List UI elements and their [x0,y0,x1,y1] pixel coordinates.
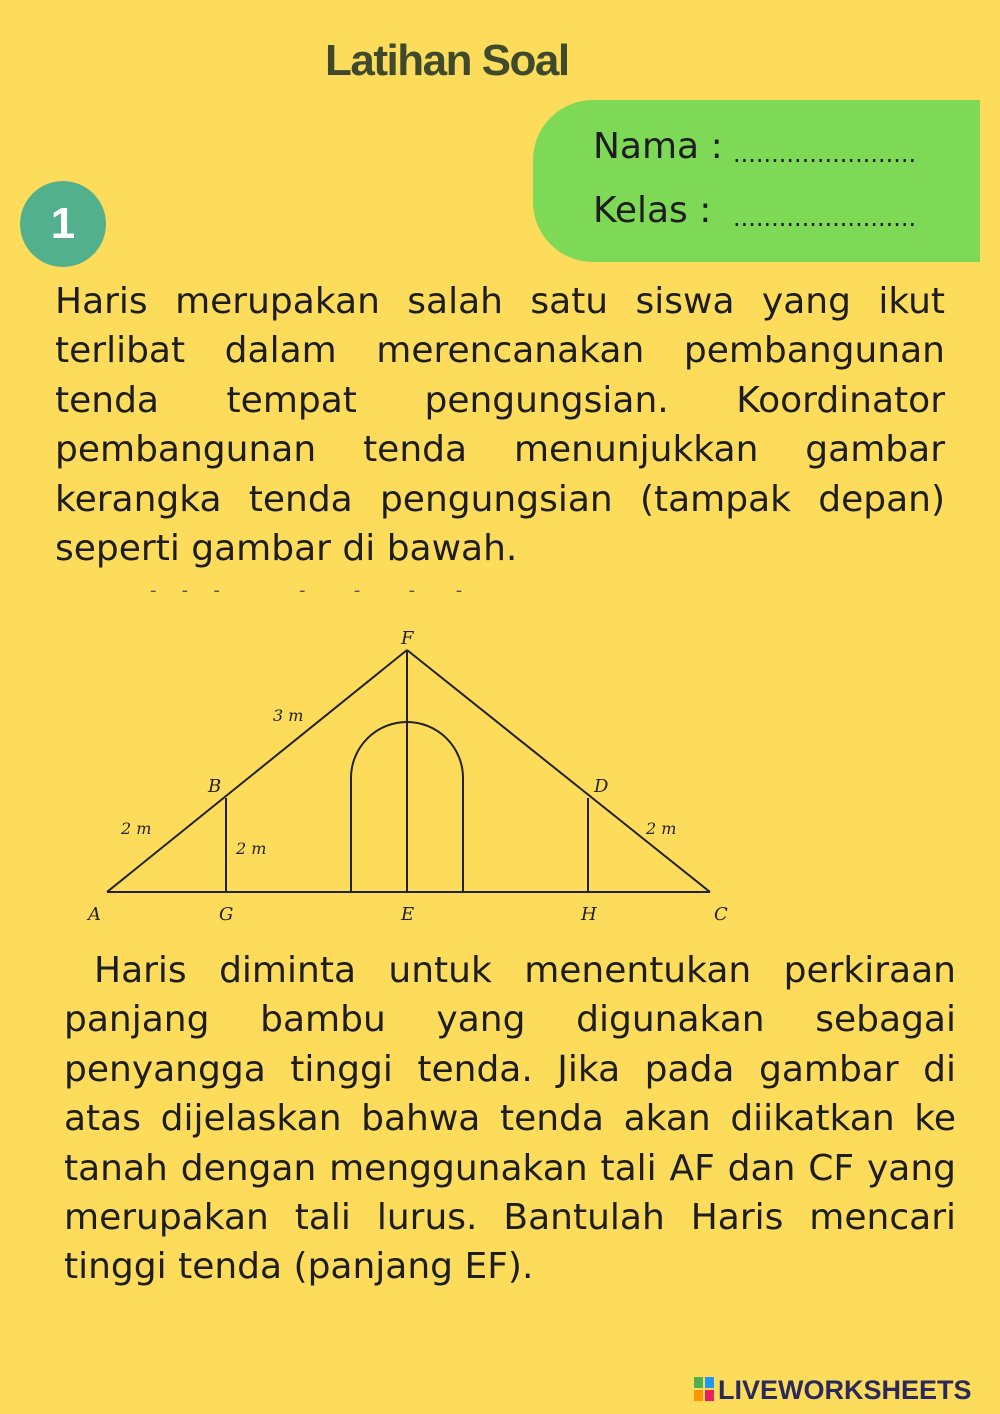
class-row [593,190,917,232]
point-c: C [714,904,728,925]
label-dc-length: 2 m [646,819,677,838]
name-row [593,126,917,168]
dash-separator: - - - - - - - [150,580,465,601]
point-a: A [88,904,101,925]
brand-name: LIVEWORKSHEETS [718,1375,972,1405]
point-d: D [594,776,609,797]
label-bf-length: 3 m [273,706,304,725]
page-title: Latihan Soal [325,36,569,85]
identity-box [533,100,980,262]
class-label: Kelas : [593,190,712,231]
point-f: F [401,628,414,649]
point-h: H [581,904,597,925]
class-field[interactable]: ........................ [733,204,917,232]
point-g: G [219,904,234,925]
name-field[interactable]: ........................ [733,140,917,168]
brand-footer [694,1375,972,1406]
label-ab-length: 2 m [121,819,152,838]
point-b: B [208,776,222,797]
point-e: E [401,904,415,925]
question-intro-paragraph: Haris merupakan salah satu siswa yang ikut terlibat dalam merencanakan pembangunan tenda tempat pengungsian. Koordinator pembangunan tenda menunjukkan gambar kerangka tenda pengungsian (tampak depan) seperti gambar di bawah. [55,281,945,570]
tent-frame-diagram [70,620,750,930]
name-label: Nama : [593,126,723,167]
question-task-paragraph: Haris diminta untuk menentukan perkiraan panjang bambu yang digunakan sebagai penyangga tinggi tenda. Jika pada gambar di atas dijelaskan bahwa tenda akan diikatkan ke tanah dengan menggunakan tali AF dan CF yang merupakan tali lurus. Bantulah Haris mencari tinggi tenda (panjang EF). [64,950,956,1288]
question-number-badge: 1 [20,181,106,267]
line-fc [407,650,710,892]
label-bg-length: 2 m [236,839,267,858]
liveworksheets-logo-icon [694,1377,714,1401]
